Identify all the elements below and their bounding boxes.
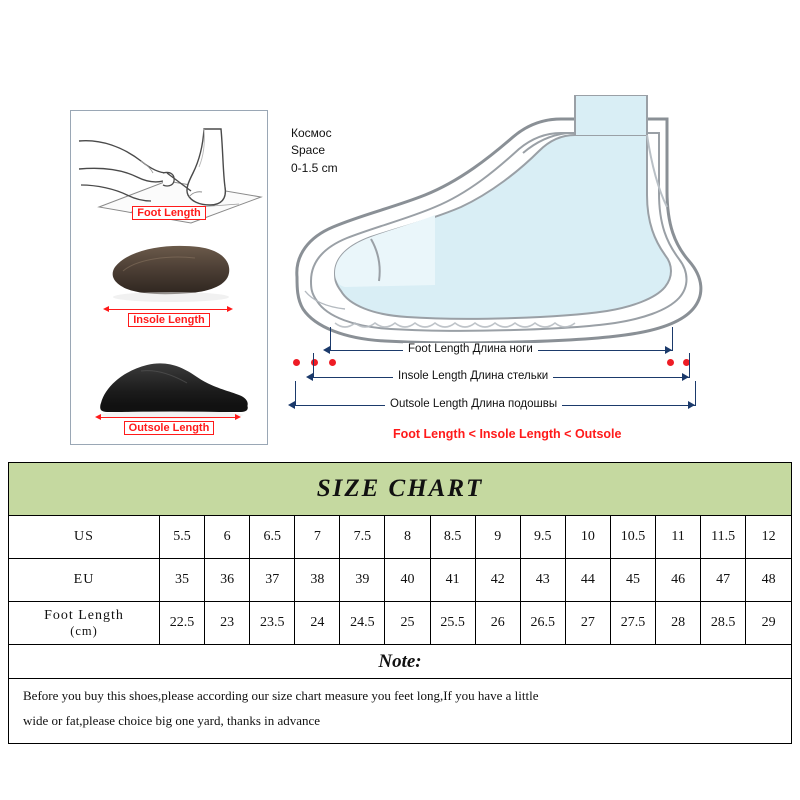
insole-photo <box>71 231 267 341</box>
cell-eu-1: 36 <box>205 559 250 602</box>
row-header-foot-length-unit: (cm) <box>70 623 98 638</box>
size-chart <box>8 462 792 744</box>
cell-fl-6: 25.5 <box>430 602 475 645</box>
dim-cap-foot-left <box>323 346 330 354</box>
dot-foot-back <box>667 359 674 366</box>
cell-eu-10: 45 <box>610 559 655 602</box>
size-chart-table <box>9 516 791 644</box>
row-header-eu: EU <box>9 559 160 602</box>
cell-us-11: 11 <box>656 516 701 559</box>
dim-cap-outsole-right <box>688 401 695 409</box>
cell-fl-0: 22.5 <box>160 602 205 645</box>
cell-eu-13: 48 <box>746 559 791 602</box>
dim-tick-foot-left <box>330 327 331 351</box>
dim-cap-foot-right <box>665 346 672 354</box>
cell-fl-1: 23 <box>205 602 250 645</box>
cell-eu-9: 44 <box>565 559 610 602</box>
cell-fl-13: 29 <box>761 615 776 630</box>
cell-fl-11: 28 <box>656 602 701 645</box>
dot-foot-front <box>329 359 336 366</box>
cell-us-1: 6 <box>205 516 250 559</box>
cell-fl-8: 26.5 <box>520 602 565 645</box>
row-header-foot-length-text: Foot Length <box>44 607 124 623</box>
dim-cap-outsole-left <box>288 401 295 409</box>
insole-arrow-left <box>103 306 109 312</box>
cell-eu-11: 46 <box>656 559 701 602</box>
dim-tick-insole-right <box>689 353 690 378</box>
dim-tick-outsole-right <box>695 381 696 406</box>
cell-eu-3: 38 <box>295 559 340 602</box>
cell-fl-5: 25 <box>385 602 430 645</box>
dim-label-foot: Foot Length Длина ноги <box>403 343 538 355</box>
size-illustration <box>0 95 800 465</box>
foot-measure-photo <box>71 111 267 231</box>
cell-fl-10: 27.5 <box>610 602 655 645</box>
size-chart-title: SIZE CHART <box>9 463 791 516</box>
space-value: 0-1.5 cm <box>291 160 338 175</box>
cell-fl-9: 27 <box>565 602 610 645</box>
dim-cap-insole-right <box>682 373 689 381</box>
cell-us-13: 12 <box>746 516 791 559</box>
dim-tick-foot-right <box>672 327 673 351</box>
outsole-photo <box>71 341 267 444</box>
cell-eu-7: 42 <box>475 559 520 602</box>
dim-label-outsole: Outsole Length Длина подошвы <box>385 398 562 410</box>
row-header-foot-length <box>9 602 160 645</box>
cell-us-10: 10.5 <box>610 516 655 559</box>
cell-eu-8: 43 <box>520 559 565 602</box>
shoe-cross-section-diagram <box>275 95 795 455</box>
insole-arrow-right <box>227 306 233 312</box>
outsole-arrow-left <box>95 414 101 420</box>
table-row-foot-length <box>9 602 791 645</box>
cell-eu-4: 39 <box>340 559 385 602</box>
cell-us-8: 9.5 <box>520 516 565 559</box>
cell-us-6: 8.5 <box>430 516 475 559</box>
dim-cap-insole-left <box>306 373 313 381</box>
outsole-length-caption: Outsole Length <box>71 421 267 435</box>
cell-us-12: 11.5 <box>701 516 746 559</box>
row-header-us: US <box>9 516 160 559</box>
space-label-en: Space <box>291 143 326 158</box>
cell-us-5: 8 <box>385 516 430 559</box>
dim-tick-outsole-left <box>295 381 296 406</box>
cell-us-0: 5.5 <box>160 516 205 559</box>
cell-us-2: 6.5 <box>250 516 295 559</box>
cell-eu-12: 47 <box>701 559 746 602</box>
cell-us-9: 10 <box>565 516 610 559</box>
note-line-1: Before you buy this shoes,please according our size chart measure you feet long,If you have a little <box>23 688 539 703</box>
table-row-us <box>9 516 791 559</box>
space-label-ru: Космос <box>291 126 332 140</box>
cell-fl-4: 24.5 <box>340 602 385 645</box>
cell-us-3: 7 <box>295 516 340 559</box>
length-formula: Foot Length < Insole Length < Outsole <box>393 427 622 441</box>
note-heading: Note: <box>9 644 791 679</box>
dim-tick-insole-left <box>313 353 314 378</box>
cell-fl-3: 24 <box>295 602 340 645</box>
note-body <box>9 679 791 743</box>
cell-us-4: 7.5 <box>340 516 385 559</box>
insole-arrow-line <box>109 309 229 310</box>
cell-fl-7: 26 <box>475 602 520 645</box>
cell-fl-12: 28.5 <box>701 602 746 645</box>
cell-us-7: 9 <box>475 516 520 559</box>
note-line-2: wide or fat,please choice big one yard, thanks in advance <box>23 712 321 728</box>
cell-eu-6: 41 <box>430 559 475 602</box>
cell-eu-5: 40 <box>385 559 430 602</box>
table-row-eu <box>9 559 791 602</box>
cell-eu-2: 37 <box>250 559 295 602</box>
dot-outsole-front <box>293 359 300 366</box>
insole-length-caption: Insole Length <box>71 313 267 327</box>
outsole-arrow-right <box>235 414 241 420</box>
dim-label-insole: Insole Length Длина стельки <box>393 370 553 382</box>
measure-photo-panel <box>70 110 268 445</box>
cell-fl-2: 23.5 <box>250 602 295 645</box>
cell-eu-0: 35 <box>160 559 205 602</box>
foot-length-caption: Foot Length <box>71 206 267 220</box>
outsole-arrow-line <box>101 417 237 418</box>
